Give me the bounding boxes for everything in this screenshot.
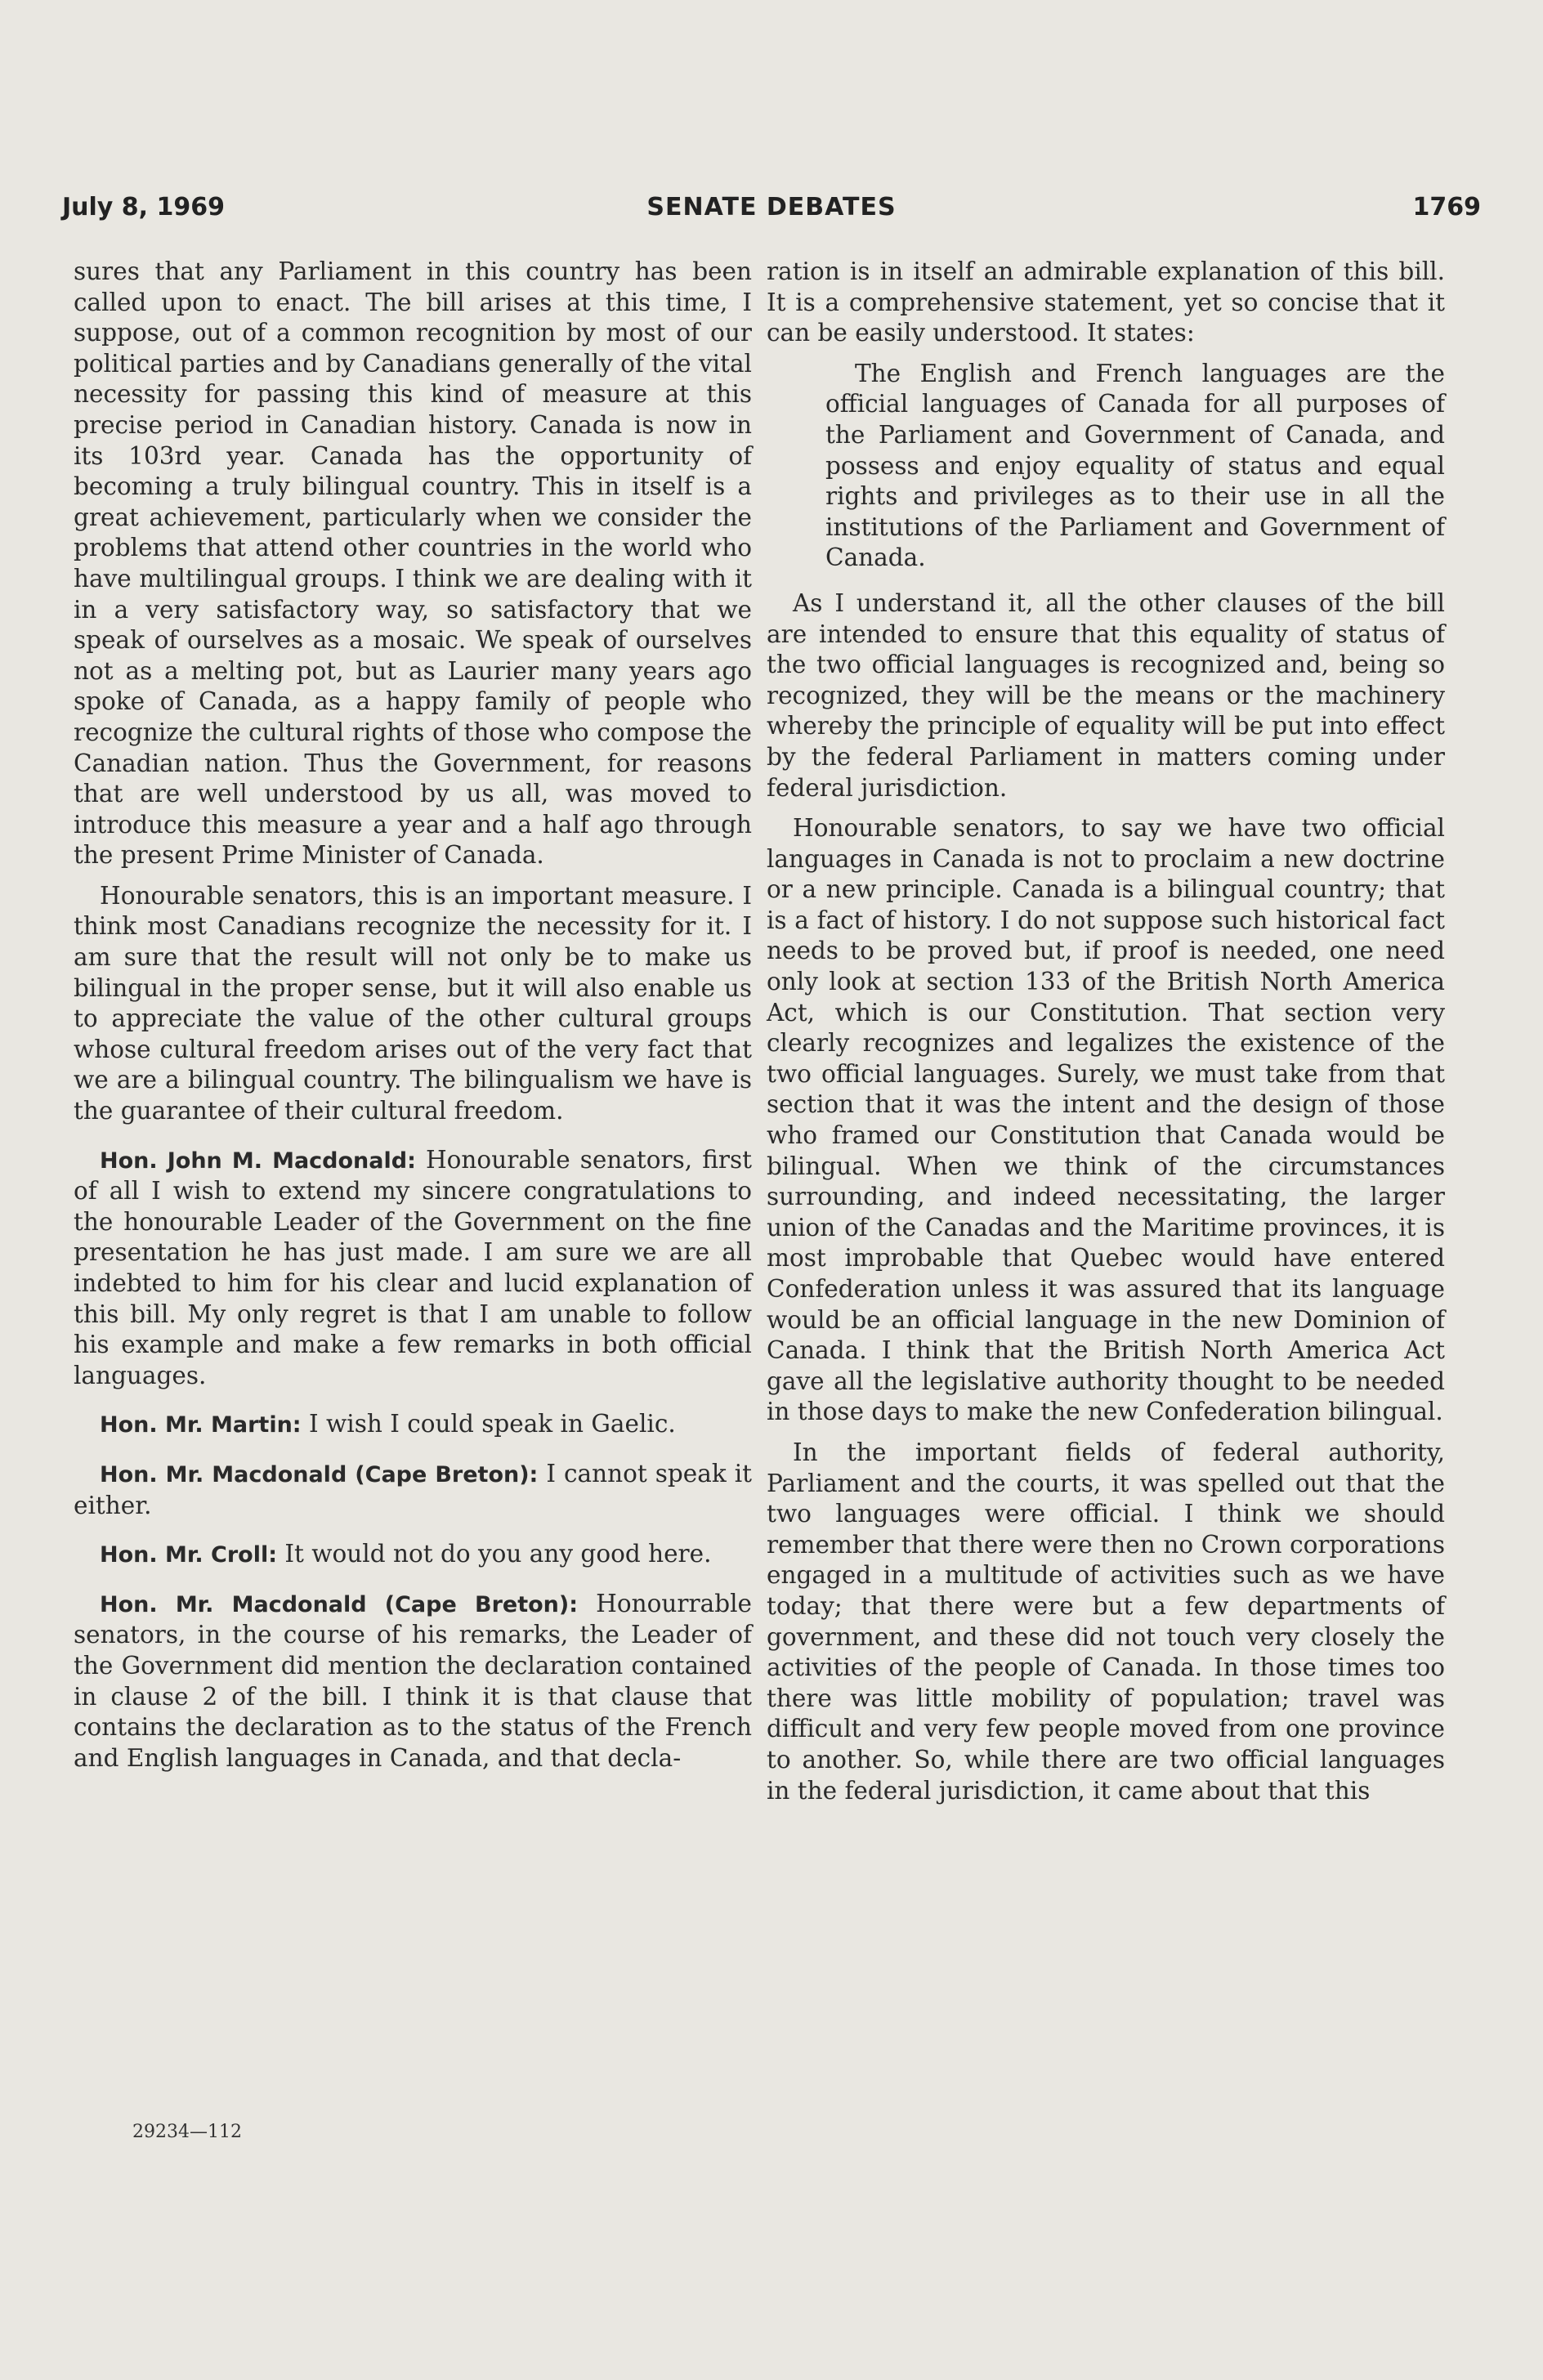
speaker-name: Hon. Mr. Macdonald (Cape Breton):: [100, 1591, 579, 1617]
header-page-number: 1769: [1412, 193, 1481, 221]
paragraph: Honourable senators, this is an important measure. I think most Canadians recognize the necessity for it. I am sure that the result will not only be to make us bilingual in the proper sense, but it will also enable us to appreciate the value of the other cultural groups whose cultural freedom arises out of the very fact that we are a bilingual country. The bilingualism we have is the guarantee of their cultural freedom.: [74, 881, 752, 1125]
header-title: SENATE DEBATES: [646, 193, 897, 221]
page-header: [62, 193, 1481, 226]
right-column: [767, 257, 1445, 1816]
header-date: July 8, 1969: [62, 193, 226, 221]
quoted-clause: The English and French languages are the official languages of Canada for all purposes of the Parliament and Government of Canada, and possess and enjoy equality of status and equal rights and privileges as to their use in all the institutions of the Parliament and Government of Canada.: [825, 359, 1445, 572]
paragraph: As I understand it, all the other clauses of the bill are intended to ensure that this equality of status of the two official languages is recognized and, being so recognized, they will be the means or the machinery whereby the principle of equality will be put into effect by the federal Parliament in matters coming under federal jurisdiction.: [767, 588, 1445, 802]
speech-text: I cannot speak it either.: [74, 1459, 752, 1519]
paragraph: sures that any Parliament in this country has been called upon to enact. The bill arises at this time, I suppose, out of a common recognition by most of our political parties and by Canadians generally of the vital necessity for passing this kind of measure at this precise period in Canadian history. Canada is now in its 103rd year. Canada has the opportunity of becoming a truly bilingual country. This in itself is a great achievement, particularly when we consider the problems that attend other countries in the world who have multilingual groups. I think we are dealing with it in a very satisfactory way, so satisfactory that we speak of ourselves as a mosaic. We speak of ourselves not as a melting pot, but as Laurier many years ago spoke of Canada, as a happy family of people who recognize the cultural rights of those who compose the Canadian nation. Thus the Government, for reasons that are well understood by us all, was moved to introduce this measure a year and a half ago through the present Prime Minister of Canada.: [74, 257, 752, 870]
speech-text: I wish I could speak in Gaelic.: [301, 1410, 676, 1438]
paragraph: In the important fields of federal authority, Parliament and the courts, it was spelled out that the two languages were official. I think we should remember that there were then no Crown corporations engaged in a multitude of activities such as we have today; that there were but a few departments of government, and these did not touch very closely the activities of the people of Canada. In those times too there was little mobility of population; travel was difficult and very few people moved from one province to another. So, while there are two official languages in the federal jurisdiction, it came about that this: [767, 1438, 1445, 1805]
speech: [74, 1539, 752, 1571]
speech: [74, 1459, 752, 1521]
speaker-name: Hon. John M. Macdonald:: [100, 1148, 416, 1174]
paragraph: ration is in itself an admirable explanation of this bill. It is a comprehensive statement, yet so concise that it can be easily understood. It states:: [767, 257, 1445, 347]
printer-code: 29234—112: [132, 2122, 242, 2142]
paragraph: Honourable senators, to say we have two official languages in Canada is not to proclaim a new doctrine or a new principle. Canada is a bilingual country; that is a fact of history. I do not suppose such historical fact needs to be proved but, if proof is needed, one need only look at section 133 of the British North America Act, which is our Constitution. That section very clearly recognizes and legalizes the existence of the two official languages. Surely, we must take from that section that it was the intent and the design of those who framed our Constitution that Canada would be bilingual. When we think of the circumstances surrounding, and indeed necessitating, the larger union of the Canadas and the Maritime provinces, it is most improbable that Quebec would have entered Confederation unless it was assured that its language would be an official language in the new Dominion of Canada. I think that the British North America Act gave all the legislative authority thought to be needed in those days to make the new Confederation bilingual.: [767, 814, 1445, 1426]
speaker-name: Hon. Mr. Macdonald (Cape Breton):: [100, 1461, 539, 1488]
speech-text: It would not do you any good here.: [277, 1540, 712, 1568]
left-column: [74, 257, 752, 1783]
speaker-name: Hon. Mr. Martin:: [100, 1412, 302, 1438]
speech: [74, 1409, 752, 1441]
speech: [74, 1589, 752, 1774]
speech-text: Honourrable senators, in the course of his remarks, the Leader of the Government did mention the declaration contained in clause 2 of the bill. I think it is that clause that contains the declaration as to the status of the French and English languages in Canada, and that decla-: [74, 1589, 752, 1772]
speech: [74, 1145, 752, 1392]
speaker-name: Hon. Mr. Croll:: [100, 1542, 278, 1568]
speech-text: Honourable senators, first of all I wish to extend my sincere congratulations to the honourable Leader of the Government on the fine presentation he has just made. I am sure we are all indebted to him for his clear and lucid explanation of this bill. My only regret is that I am unable to follow his example and make a few remarks in both official languages.: [74, 1145, 752, 1389]
